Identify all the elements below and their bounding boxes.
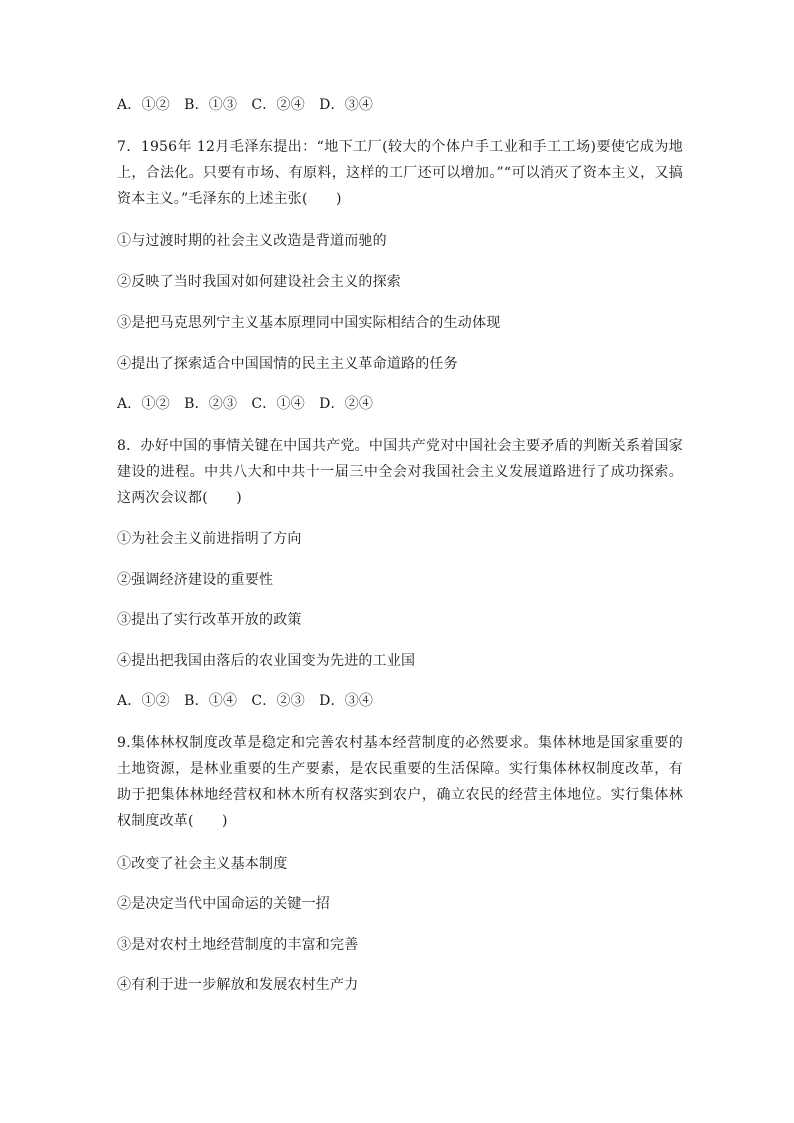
q8-stem: 8．办好中国的事情关键在中国共产党。中国共产党对中国社会主要矛盾的判断关系着国家建设的进程。中共八大和中共十一届三中全会对我国社会主义发展道路进行了成功探索。这两次会议都( ) [117,438,683,506]
q9-stem: 9.集体林权制度改革是稳定和完善农村基本经营制度的必然要求。集体林地是国家重要的土地资源，是林业重要的生产要素，是农民重要的生活保障。实行集体林权制度改革，有助于把集体林地经营权和林木所有权落实到农户，确立农民的经营主体地位。实行集体林权制度改革( ) [117,735,683,829]
q7-stem: 7．1956年 12月毛泽东提出：“地下工厂(较大的个体户手工业和手工工场)要使它成为地上，合法化。只要有市场、有原料，这样的工厂还可以增加。”“可以消灭了资本主义，又搞资本主义。”毛泽东的上述主张( ) [117,139,683,207]
q7-option-4: ④提出了探索适合中国国情的民主主义革命道路的任务 [117,356,458,372]
q8-option-1: ①为社会主义前进指明了方向 [117,531,302,547]
q8-answer-choices: A．①② B．①④ C．②③ D．③④ [117,693,374,709]
q7-option-1: ①与过渡时期的社会主义改造是背道而驰的 [117,233,387,249]
q9-option-1: ①改变了社会主义基本制度 [117,856,288,872]
q9-option-3: ③是对农村土地经营制度的丰富和完善 [117,937,359,953]
q8-option-2: ②强调经济建设的重要性 [117,572,274,588]
q8-option-4: ④提出把我国由落后的农业国变为先进的工业国 [117,653,416,669]
q7-option-3: ③是把马克思列宁主义基本原理同中国实际相结合的生动体现 [117,315,501,331]
q8-option-3: ③提出了实行改革开放的政策 [117,612,302,628]
q9-option-4: ④有利于进一步解放和发展农村生产力 [117,977,359,993]
q9-option-2: ②是决定当代中国命运的关键一招 [117,896,330,912]
q7-answer-choices: A．①② B．②③ C．①④ D．②④ [117,396,374,412]
q6-answer-choices: A．①② B．①③ C．②④ D．③④ [117,97,374,113]
q7-option-2: ②反映了当时我国对如何建设社会主义的探索 [117,274,401,290]
